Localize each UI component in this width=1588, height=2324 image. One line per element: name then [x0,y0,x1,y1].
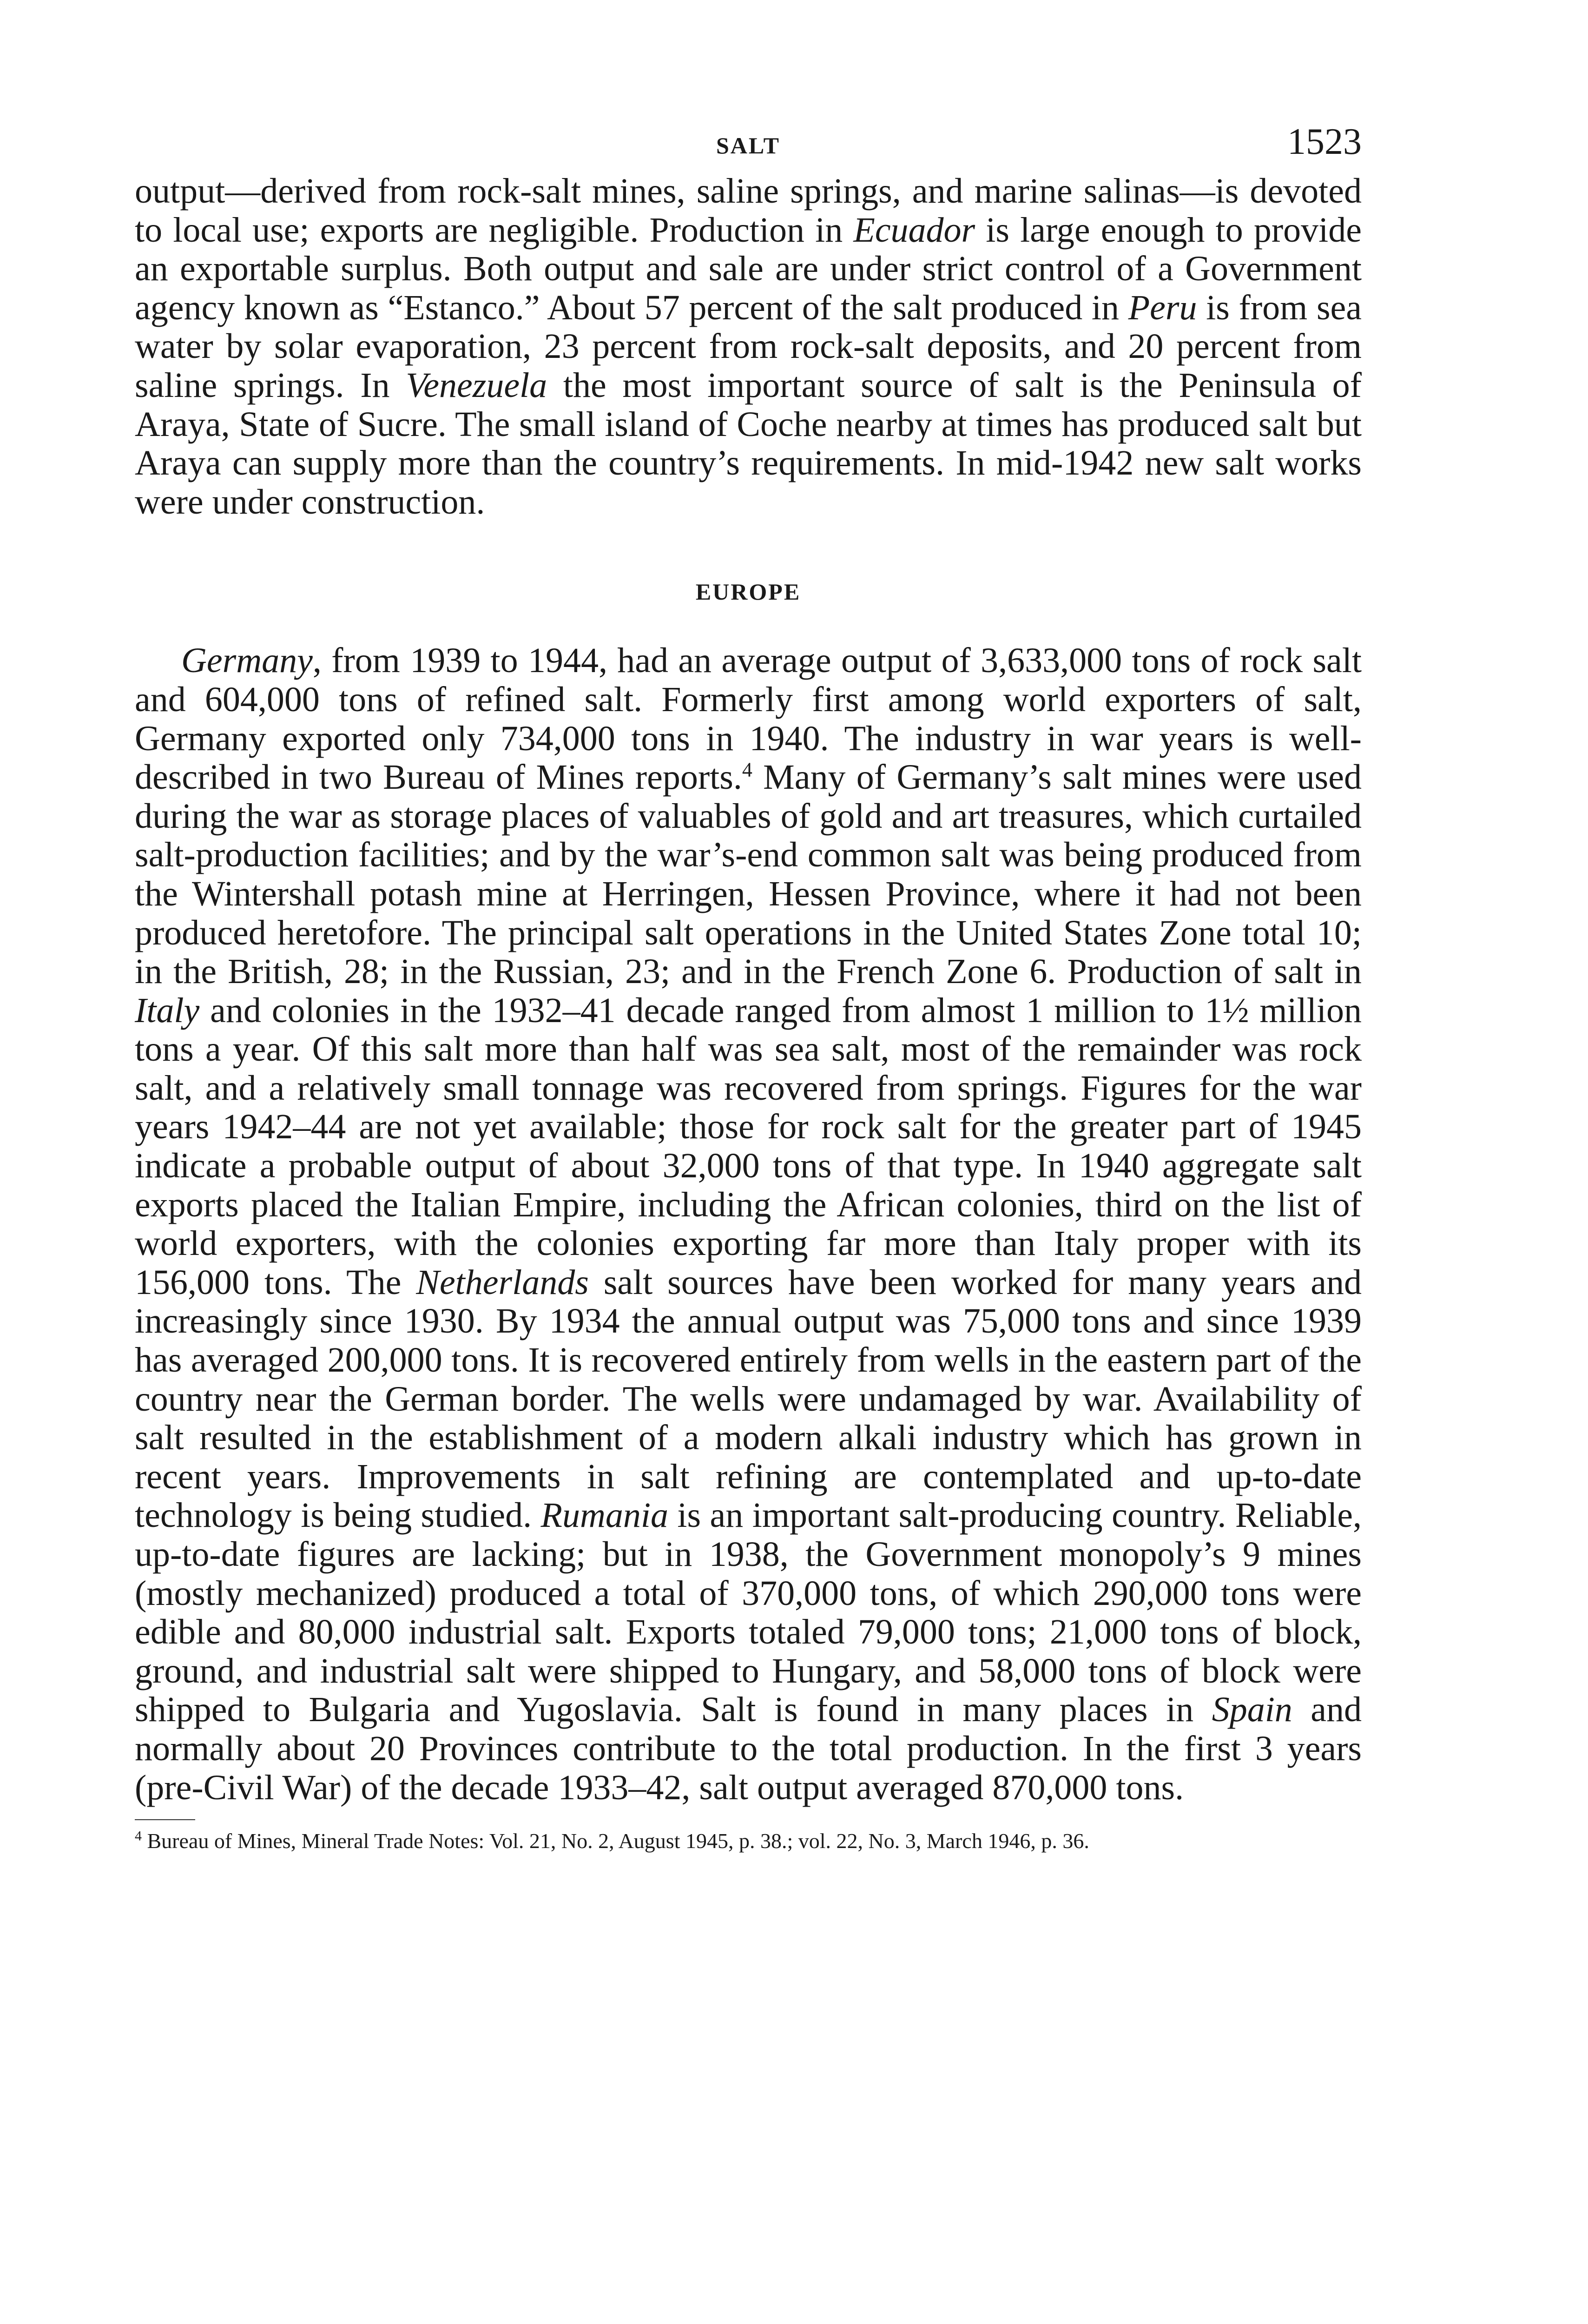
document-page [135,116,1362,1853]
italic-term: Rumania [540,1496,668,1535]
text-run: the most important source of salt is the Peninsula of Araya, State of Sucre. The small island of Coche nearby at times has produced salt but Araya can supply more than the country’s requirements. In mid-1942 new salt works were under construction. [135,365,1362,522]
text-run: output—derived from rock-salt mines, saline springs, and marine salinas—is devoted to local use; exports are negligible. Production in [135,172,1362,250]
footnote-rule [135,1819,195,1820]
page-number: 1523 [1287,121,1362,162]
italic-term: Spain [1212,1690,1292,1730]
paragraph-europe [135,641,1362,1807]
italic-term: Germany [181,641,313,680]
running-head [135,116,1362,172]
footnote [135,1829,1362,1853]
footnote-marker: 4 [742,758,752,781]
text-run: and colonies in the 1932–41 decade ranged from almost 1 million to 1½ million tons a year. Of this salt more than half was sea salt, most of the remainder was rock salt, and a relatively small tonnage was recovered from springs. Figures for the war years 1942–44 are not yet available; those for rock salt for the greater part of 1945 indicate a probable output of about 32,000 tons of that type. In 1940 aggregate salt exports placed the Italian Empire, including the African colonies, third on the list of world exporters, with the colonies exporting far more than Italy proper with its 156,000 tons. The [135,990,1362,1302]
paragraph-south-america [135,172,1362,522]
text-run: is an important salt-producing country. Reliable, up-to-date figures are lacking; but in 1938, the Government monopoly’s 9 mines (mostly mechanized) produced a total of 370,000 tons, of which 290,000 tons were edible and 80,000 industrial salt. Exports totaled 79,000 tons; 21,000 tons of block, ground, and industrial salt were shipped to Hungary, and 58,000 tons of block were shipped to Bulgaria and Yugoslavia. Salt is found in many places in [135,1496,1362,1730]
running-head-title: SALT [716,132,781,158]
text-run: and normally about 20 Provinces contribute to the total production. In the first 3 years (pre-Civil War) of the decade 1933–42, salt output averaged 870,000 tons. [135,1690,1362,1807]
text-run: is large enough to provide an exportable surplus. Both output and sale are under strict control of a Government agency known as “Estanco.” About 57 percent of the salt produced in [135,210,1362,327]
footnote-marker: 4 [135,1828,142,1844]
text-run: Many of Germany’s salt mines were used during the war as storage places of valuables of gold and art treasures, which curtailed salt-production facilities; and by the war’s-end common salt was being produced from the Wintershall potash mine at Herringen, Hessen Province, where it had not been produced heretofore. The principal salt operations in the United States Zone total 10; in the British, 28; in the Russian, 23; and in the French Zone 6. Production of salt in [135,758,1362,991]
italic-term: Venezuela [406,365,547,405]
text-run: salt sources have been worked for many years and increasingly since 1930. By 1934 the annual output was 75,000 tons and since 1939 has averaged 200,000 tons. It is recovered entirely from wells in the eastern part of the country near the German border. The wells were undamaged by war. Availability of salt resulted in the establishment of a modern alkali industry which has grown in recent years. Improvements in salt refining are contemplated and up-to-date technology is being studied. [135,1262,1362,1535]
italic-term: Peru [1128,288,1197,327]
text-run: , from 1939 to 1944, had an average output of 3,633,000 tons of rock salt and 604,000 tons of refined salt. Formerly first among world exporters of salt, Germany exported only 734,000 tons in 1940. The industry in war years is well-described in two Bureau of Mines reports. [135,641,1362,797]
text-run: is from sea water by solar evaporation, 23 percent from rock-salt deposits, and 20 percent from saline springs. In [135,288,1362,405]
italic-term: Ecuador [853,210,975,250]
section-heading-europe: EUROPE [695,579,801,605]
italic-term: Italy [135,990,200,1030]
italic-term: Netherlands [416,1262,589,1302]
text-run: Bureau of Mines, Mineral Trade Notes: Vol. 21, No. 2, August 1945, p. 38.; vol. 22, No. 3, March 1946, p. 36. [142,1829,1089,1853]
